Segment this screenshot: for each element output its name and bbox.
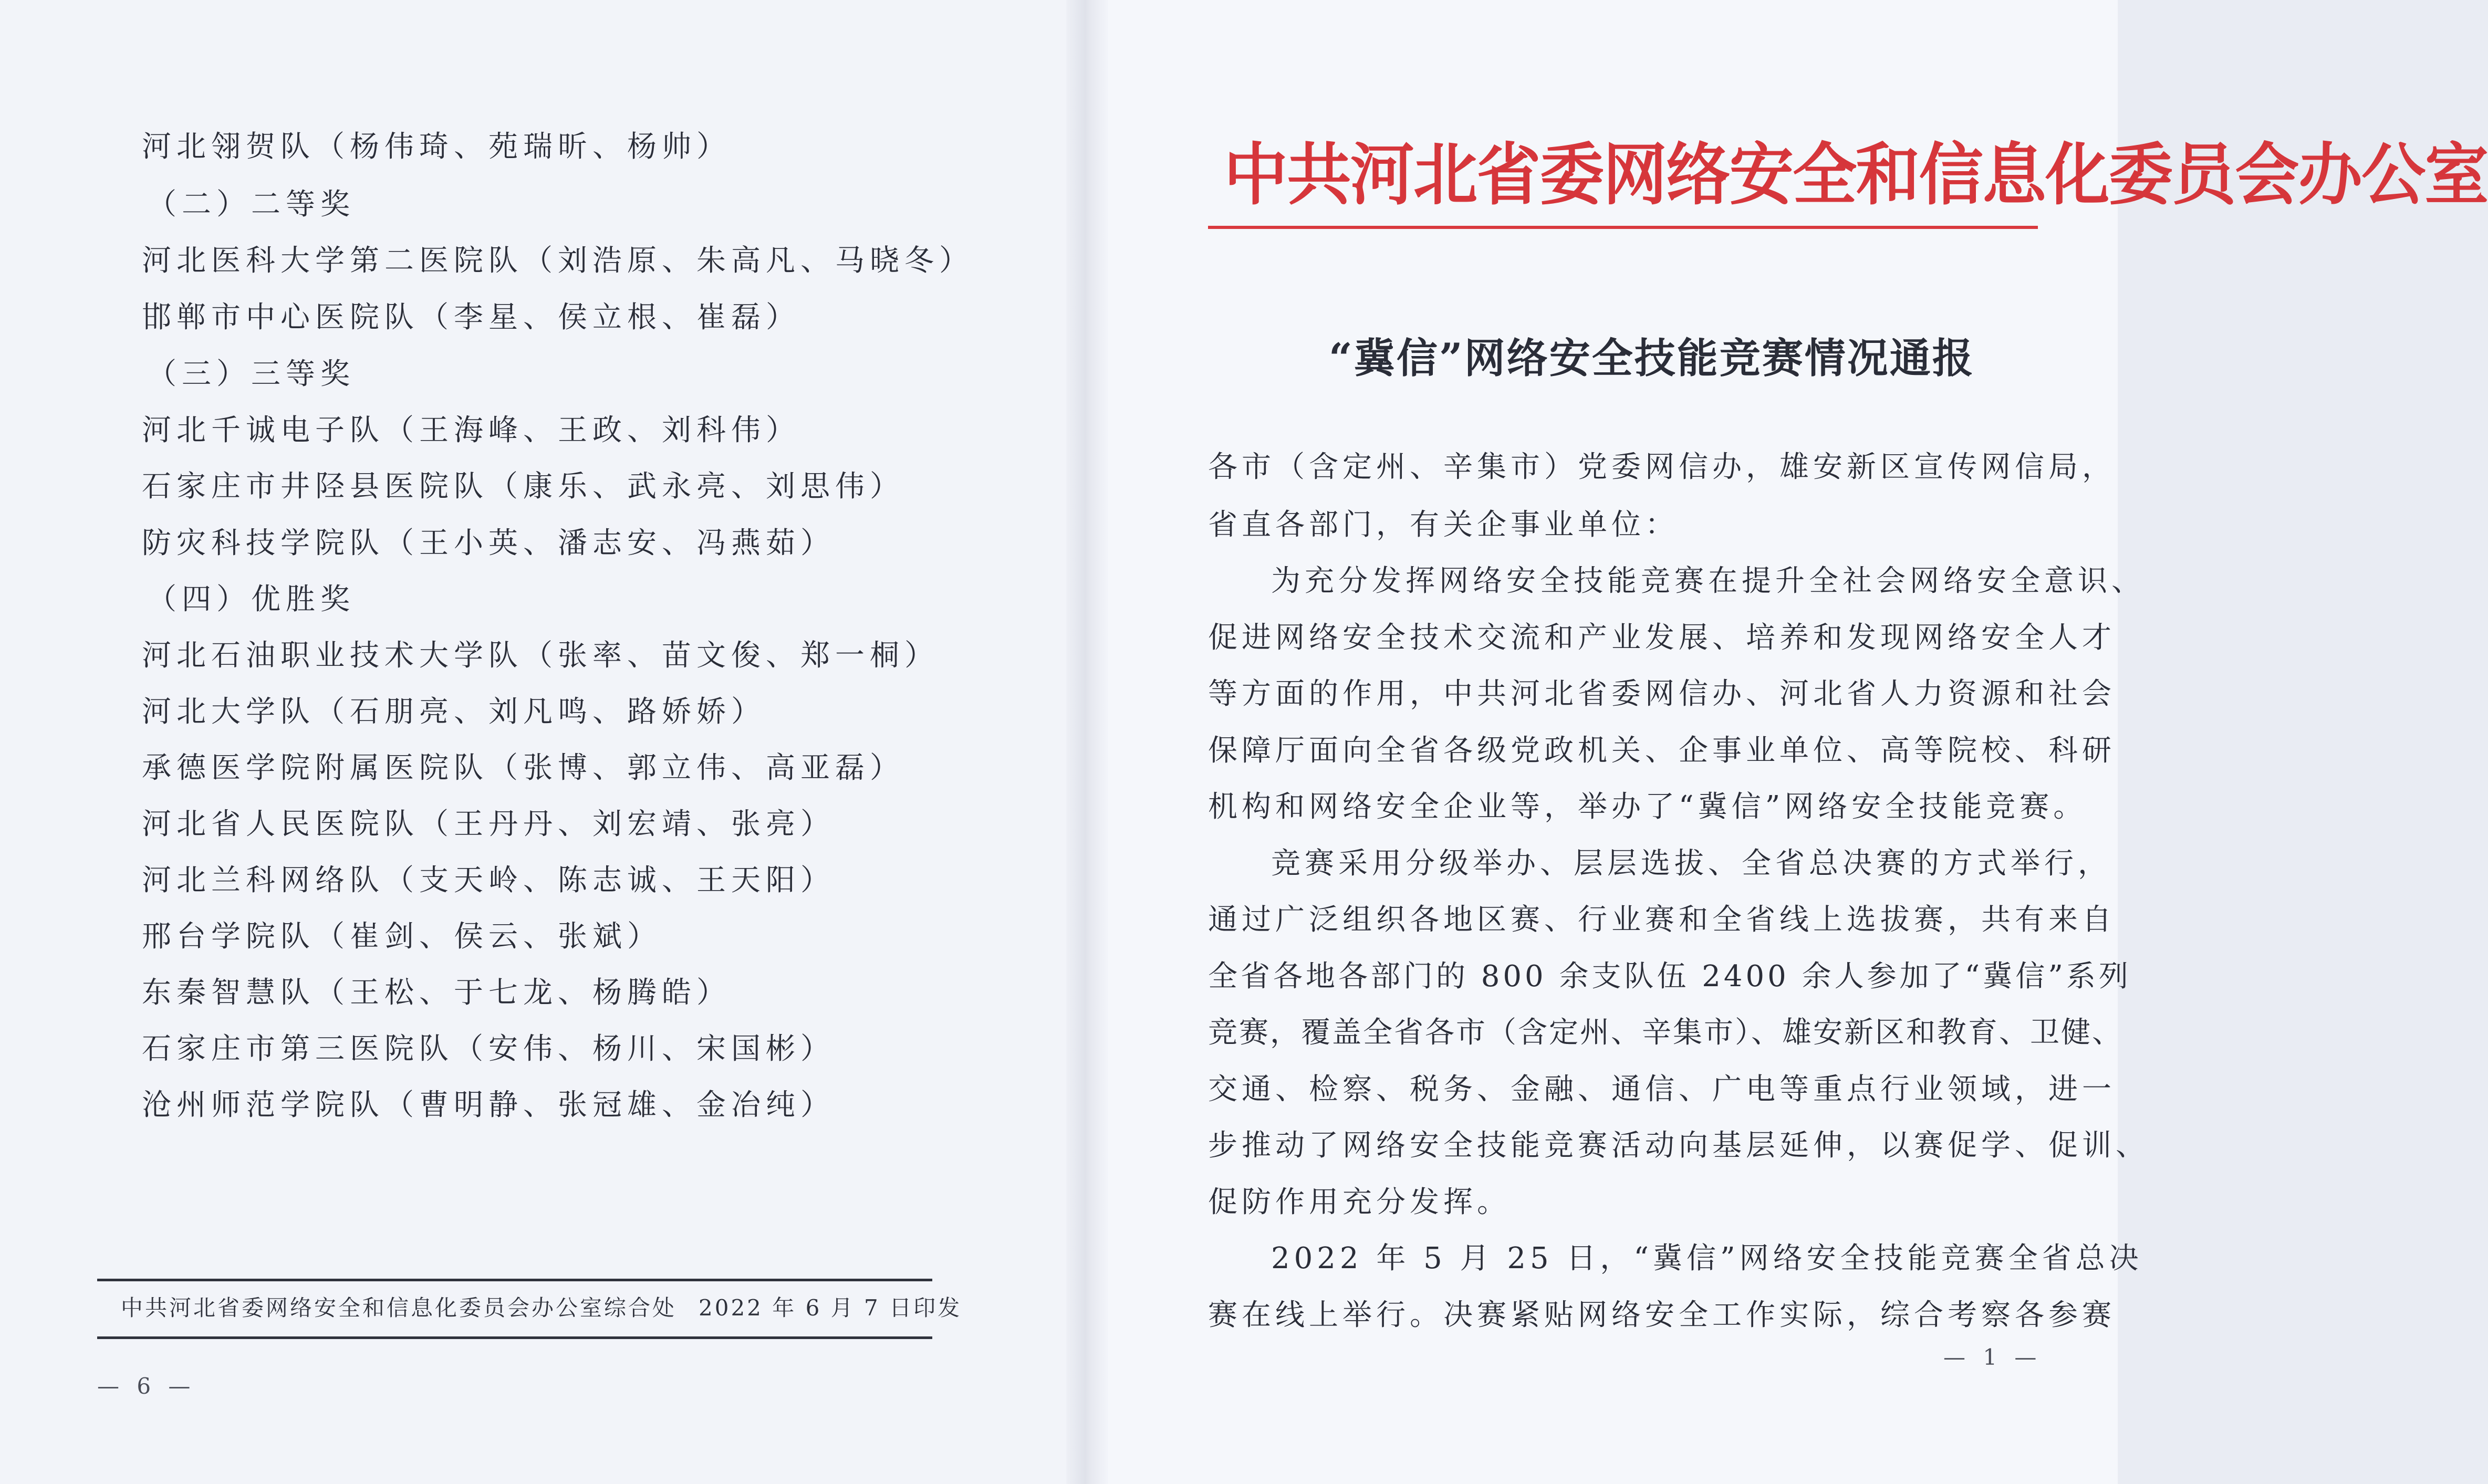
body-line: 通过广泛组织各地区赛、行业赛和全省线上选拔赛，共有来自 xyxy=(1208,903,2116,937)
page-number-right: — 1 — xyxy=(1943,1344,2042,1370)
award-team-line: 河北石油职业技术大学队（张率、苗文俊、郑一桐） xyxy=(142,639,939,673)
award-team-line: 邢台学院队（崔剑、侯云、张斌） xyxy=(142,919,662,954)
body-line: 步推动了网络安全技能竞赛活动向基层延伸，以赛促学、促训、 xyxy=(1208,1128,2149,1163)
document-title: “冀信”网络安全技能竞赛情况通报 xyxy=(1329,335,1975,382)
award-team-line: 承德医学院附属医院队（张博、郭立伟、高亚磊） xyxy=(142,751,904,785)
award-team-line: 石家庄市井陉县医院队（康乐、武永亮、刘思伟） xyxy=(142,469,904,504)
body-line: 促进网络安全技术交流和产业发展、培养和发现网络安全人才 xyxy=(1208,621,2116,655)
book-spine xyxy=(1066,0,1108,1484)
body-line: 省直各部门，有关企事业单位： xyxy=(1208,508,1679,542)
award-team-line: 河北兰科网络队（支天岭、陈志诚、王天阳） xyxy=(142,863,835,897)
body-line: 交通、检察、税务、金融、通信、广电等重点行业领域，进一 xyxy=(1208,1072,2116,1106)
award-section-heading: （三）三等奖 xyxy=(147,357,355,391)
body-line: 竞赛，覆盖全省各市（含定州、辛集市）、雄安新区和教育、卫健、 xyxy=(1208,1016,2123,1050)
award-team-line: 河北翎贺队（杨伟琦、苑瑞昕、杨帅） xyxy=(142,130,731,164)
award-team-line: 防灾科技学院队（王小英、潘志安、冯燕茹） xyxy=(142,526,835,560)
award-team-line: 河北省人民医院队（王丹丹、刘宏靖、张亮） xyxy=(142,807,835,841)
award-team-line: 沧州师范学院队（曹明静、张冠雄、金冶纯） xyxy=(142,1088,835,1122)
body-line: 机构和网络安全企业等，举办了“冀信”网络安全技能竞赛。 xyxy=(1208,790,2087,824)
body-line: 各市（含定州、辛集市）党委网信办，雄安新区宣传网信局， xyxy=(1208,450,2116,484)
body-line: 2022 年 5 月 25 日，“冀信”网络安全技能竞赛全省总决 xyxy=(1271,1241,2143,1276)
body-line: 竞赛采用分级举办、层层选拔、全省总决赛的方式举行， xyxy=(1271,846,2111,881)
award-section-heading: （四）优胜奖 xyxy=(147,582,355,616)
body-line: 赛在线上举行。决赛紧贴网络安全工作实际，综合考察各参赛 xyxy=(1208,1298,2116,1332)
award-team-line: 河北医科大学第二医院队（刘浩原、朱高凡、马晓冬） xyxy=(142,244,974,278)
body-line: 保障厅面向全省各级党政机关、企事业单位、高等院校、科研 xyxy=(1208,734,2116,768)
footer-print-date: 2022 年 6 月 7 日印发 xyxy=(699,1295,962,1321)
body-line: 全省各地各部门的 800 余支队伍 2400 余人参加了“冀信”系列 xyxy=(1208,959,2131,994)
award-team-line: 东秦智慧队（王松、于七龙、杨腾皓） xyxy=(142,976,731,1010)
footer-rule-top xyxy=(97,1279,932,1281)
footer-rule-bottom xyxy=(97,1336,932,1339)
award-section-heading: （二）二等奖 xyxy=(147,187,355,222)
award-team-line: 河北大学队（石朋亮、刘凡鸣、路娇娇） xyxy=(142,695,766,729)
issuing-office-header: 中共河北省委网络安全和信息化委员会办公室 xyxy=(1224,136,2488,214)
footer-issuer: 中共河北省委网络安全和信息化委员会办公室综合处 xyxy=(121,1295,677,1321)
award-team-line: 河北千诚电子队（王海峰、王政、刘科伟） xyxy=(142,413,800,447)
body-line: 等方面的作用，中共河北省委网信办、河北省人力资源和社会 xyxy=(1208,677,2116,711)
award-team-line: 石家庄市第三医院队（安伟、杨川、宋国彬） xyxy=(142,1032,835,1066)
page-number-left: — 6 — xyxy=(97,1373,196,1399)
body-line: 促防作用充分发挥。 xyxy=(1208,1185,1511,1219)
body-line: 为充分发挥网络安全技能竞赛在提升全社会网络安全意识、 xyxy=(1271,564,2145,598)
red-header-rule xyxy=(1208,226,2038,229)
award-team-line: 邯郸市中心医院队（李星、侯立根、崔磊） xyxy=(142,300,800,335)
